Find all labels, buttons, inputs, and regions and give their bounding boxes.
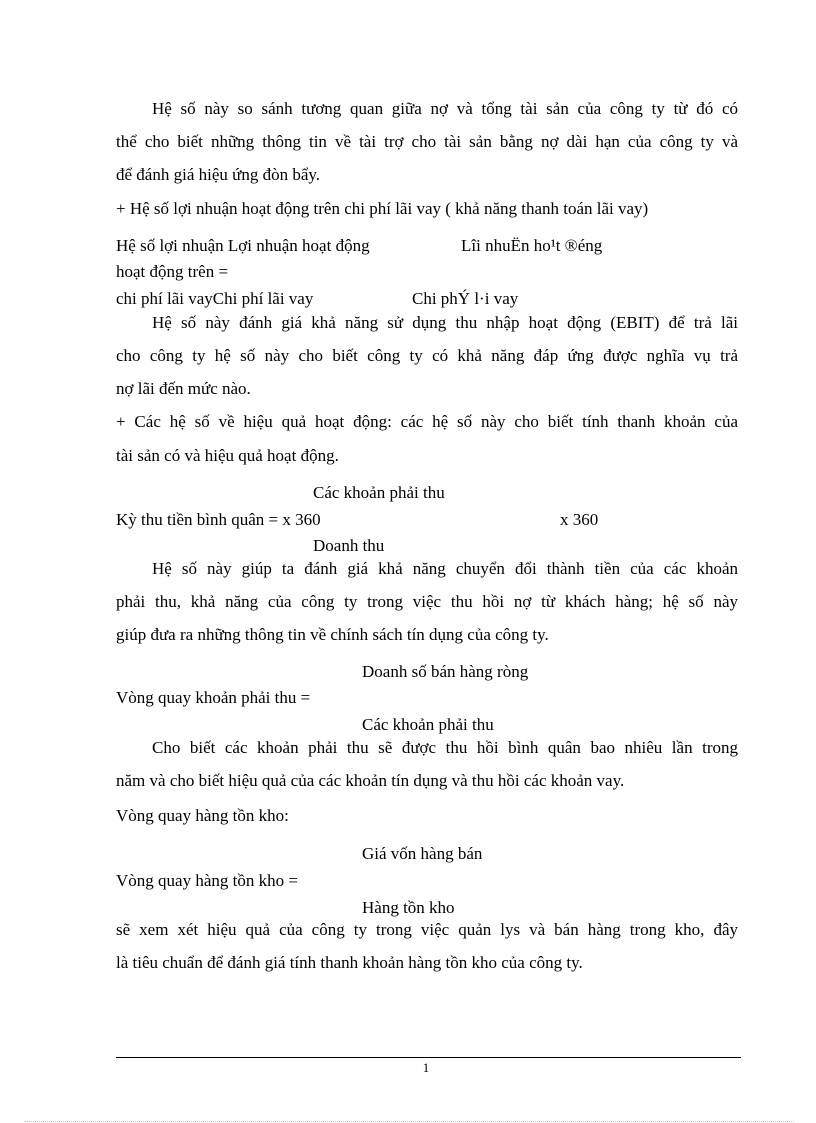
para3-line3: giúp đưa ra những thông tin về chính sách tín dụng của công ty. (116, 625, 549, 644)
formula-inventory-numerator: Giá vốn hàng bán (362, 844, 483, 863)
para4-line2: năm và cho biết hiệu quả của các khoản tín dụng và thu hồi các khoản vay. (116, 771, 625, 790)
formula-interest-line3-left: chi phí lãi vayChi phí lãi vay (116, 289, 314, 308)
heading-efficiency-line1: + Các hệ số về hiệu quả hoạt động: các hệ số này cho biết tính thanh khoản của (116, 412, 738, 431)
formula-interest-line1-right: Lîi nhuËn ho¹t ®éng (461, 236, 603, 255)
para3-line1: Hệ số này giúp ta đánh giá khả năng chuyển đổi thành tiền của các khoản (152, 559, 738, 578)
page-bottom-divider (24, 1121, 794, 1122)
formula-interest-line1-left: Hệ số lợi nhuận Lợi nhuận hoạt động (116, 236, 370, 255)
formula-inventory-left: Vòng quay hàng tồn kho = (116, 871, 298, 890)
para3-line2: phải thu, khả năng của công ty trong việc thu hồi nợ từ khách hàng; hệ số này (116, 592, 738, 611)
para2-line1: Hệ số này đánh giá khả năng sử dụng thu nhập hoạt động (EBIT) để trả lãi (152, 313, 738, 332)
formula-collection-right: x 360 (560, 510, 599, 529)
formula-receivable-denominator: Các khoản phải thu (362, 715, 494, 734)
formula-receivable-left: Vòng quay khoản phải thu = (116, 688, 311, 707)
para5-line1: sẽ xem xét hiệu quả của công ty trong việc quản lys và bán hàng trong kho, đây (116, 920, 738, 939)
page-number: 1 (422, 1060, 430, 1075)
formula-interest-line2: hoạt động trên = (116, 262, 229, 281)
para1-line1: Hệ số này so sánh tương quan giữa nợ và tổng tài sản của công ty từ đó có (152, 99, 738, 118)
para4-line1: Cho biết các khoản phải thu sẽ được thu hồi bình quân bao nhiêu lần trong (152, 738, 738, 757)
formula-interest-line3-right: Chi phÝ l·i vay (412, 289, 519, 308)
formula-receivable-numerator: Doanh số bán hàng ròng (362, 662, 529, 681)
para1-line2: thể cho biết những thông tin về tài trợ cho tài sản bằng nợ dài hạn của công ty và (116, 132, 738, 151)
heading-efficiency-line2: tài sản có và hiệu quả hoạt động. (116, 446, 339, 465)
para5-line2: là tiêu chuẩn để đánh giá tính thanh khoản hàng tồn kho của công ty. (116, 953, 583, 972)
para2-line3: nợ lãi đến mức nào. (116, 379, 251, 398)
formula-collection-left: Kỳ thu tiền bình quân = x 360 (116, 510, 321, 529)
footer-rule (116, 1057, 741, 1058)
formula-collection-numerator: Các khoản phải thu (313, 483, 445, 502)
para2-line2: cho công ty hệ số này cho biết công ty có khả năng đáp ứng được nghĩa vụ trả (116, 346, 738, 365)
formula-inventory-denominator: Hàng tồn kho (362, 898, 455, 917)
heading-interest-coverage: + Hệ số lợi nhuận hoạt động trên chi phí lãi vay ( khả năng thanh toán lãi vay) (116, 199, 649, 218)
heading-inventory: Vòng quay hàng tồn kho: (116, 806, 289, 825)
para1-line3: để đánh giá hiệu ứng đòn bẩy. (116, 165, 321, 184)
formula-collection-denominator: Doanh thu (313, 536, 385, 555)
